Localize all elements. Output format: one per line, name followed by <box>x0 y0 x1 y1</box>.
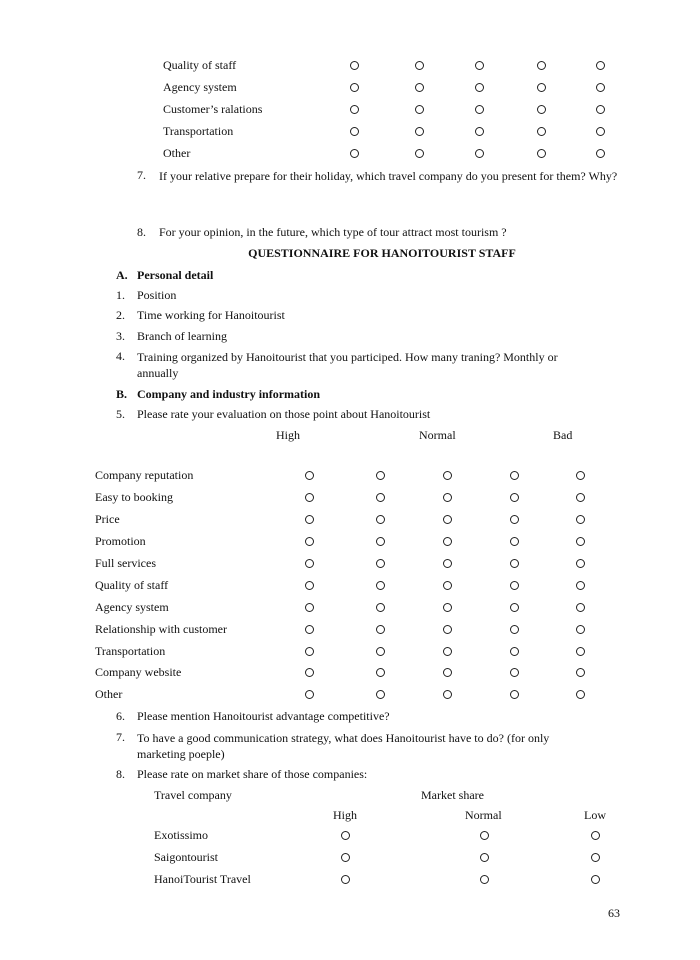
section-letter: B. <box>116 387 128 401</box>
radio-option[interactable] <box>341 853 350 862</box>
rating-row-label: Transportation <box>95 644 166 658</box>
radio-option[interactable] <box>596 83 605 92</box>
question-text: To have a good communication strategy, what does Hanoitourist have to do? (for only marketing poeple) <box>137 731 550 761</box>
radio-option[interactable] <box>350 61 359 70</box>
radio-option[interactable] <box>475 105 484 114</box>
question-text: If your relative prepare for their holiday, which travel company do you present for them? Why? <box>159 169 618 183</box>
rating-row-label: Full services <box>95 556 156 570</box>
radio-option[interactable] <box>443 515 452 524</box>
page-number: 63 <box>608 906 620 920</box>
radio-option[interactable] <box>510 647 519 656</box>
radio-option[interactable] <box>341 831 350 840</box>
radio-option[interactable] <box>510 581 519 590</box>
radio-option[interactable] <box>305 515 314 524</box>
top-row-label: Agency system <box>163 80 237 94</box>
radio-option[interactable] <box>596 61 605 70</box>
rating-header-normal: Normal <box>419 428 456 442</box>
top-row-label: Quality of staff <box>163 58 237 72</box>
radio-option[interactable] <box>415 127 424 136</box>
radio-option[interactable] <box>305 559 314 568</box>
radio-option[interactable] <box>415 149 424 158</box>
radio-option[interactable] <box>576 581 585 590</box>
radio-option[interactable] <box>443 668 452 677</box>
radio-option[interactable] <box>443 625 452 634</box>
item-text: Time working for Hanoitourist <box>137 308 285 322</box>
company-row-label: Exotissimo <box>154 828 209 842</box>
section-letter: A. <box>116 268 128 282</box>
radio-option[interactable] <box>350 127 359 136</box>
radio-option[interactable] <box>305 625 314 634</box>
radio-option[interactable] <box>510 515 519 524</box>
column-header-normal: Normal <box>465 808 502 822</box>
radio-option[interactable] <box>443 537 452 546</box>
rating-row-label: Easy to booking <box>95 490 173 504</box>
radio-option[interactable] <box>376 581 385 590</box>
question-text: Please rate on market share of those companies: <box>137 767 368 781</box>
questionnaire-title: QUESTIONNAIRE FOR HANOITOURIST STAFF <box>248 246 516 260</box>
radio-option[interactable] <box>480 853 489 862</box>
rating-row-label: Quality of staff <box>95 578 169 592</box>
radio-option[interactable] <box>510 559 519 568</box>
radio-option[interactable] <box>510 493 519 502</box>
radio-option[interactable] <box>443 690 452 699</box>
radio-option[interactable] <box>576 559 585 568</box>
radio-option[interactable] <box>537 105 546 114</box>
question-number: 5. <box>116 407 125 421</box>
radio-option[interactable] <box>576 471 585 480</box>
radio-option[interactable] <box>596 149 605 158</box>
radio-option[interactable] <box>350 83 359 92</box>
rating-row-label: Relationship with customer <box>95 622 227 636</box>
radio-option[interactable] <box>305 603 314 612</box>
radio-option[interactable] <box>576 603 585 612</box>
rating-row-label: Agency system <box>95 600 169 614</box>
radio-option[interactable] <box>475 149 484 158</box>
radio-option[interactable] <box>305 493 314 502</box>
radio-option[interactable] <box>576 668 585 677</box>
radio-option[interactable] <box>376 493 385 502</box>
item-number: 2. <box>116 308 125 322</box>
top-row-label: Other <box>163 146 191 160</box>
radio-option[interactable] <box>376 537 385 546</box>
radio-option[interactable] <box>510 537 519 546</box>
radio-option[interactable] <box>305 581 314 590</box>
radio-option[interactable] <box>376 668 385 677</box>
company-row-label: HanoiTourist Travel <box>154 872 251 886</box>
radio-option[interactable] <box>537 149 546 158</box>
radio-option[interactable] <box>305 668 314 677</box>
column-header-high: High <box>333 808 357 822</box>
radio-option[interactable] <box>376 690 385 699</box>
radio-option[interactable] <box>475 83 484 92</box>
radio-option[interactable] <box>576 647 585 656</box>
radio-option[interactable] <box>350 149 359 158</box>
rating-row-label: Price <box>95 512 120 526</box>
radio-option[interactable] <box>591 875 600 884</box>
radio-option[interactable] <box>510 668 519 677</box>
radio-option[interactable] <box>376 603 385 612</box>
radio-option[interactable] <box>510 603 519 612</box>
column-header-company: Travel company <box>154 788 232 802</box>
company-row-label: Saigontourist <box>154 850 219 864</box>
item-number: 3. <box>116 329 125 343</box>
item-text: Position <box>137 288 177 302</box>
question-text: Please mention Hanoitourist advantage competitive? <box>137 709 390 723</box>
top-row-label: Customer’s ralations <box>163 102 263 116</box>
radio-option[interactable] <box>376 471 385 480</box>
radio-option[interactable] <box>576 690 585 699</box>
column-header-low: Low <box>584 808 606 822</box>
radio-option[interactable] <box>475 61 484 70</box>
radio-option[interactable] <box>475 127 484 136</box>
rating-row-label: Other <box>95 687 123 701</box>
section-title: Company and industry information <box>137 387 321 401</box>
radio-option[interactable] <box>415 83 424 92</box>
radio-option[interactable] <box>596 105 605 114</box>
radio-option[interactable] <box>305 537 314 546</box>
item-text: Branch of learning <box>137 329 227 343</box>
question-number: 6. <box>116 709 125 723</box>
radio-option[interactable] <box>443 603 452 612</box>
rating-header-bad: Bad <box>553 428 573 442</box>
section-title: Personal detail <box>137 268 214 282</box>
question-number: 8. <box>116 767 125 781</box>
radio-option[interactable] <box>576 625 585 634</box>
radio-option[interactable] <box>443 493 452 502</box>
radio-option[interactable] <box>376 515 385 524</box>
rating-row-label: Company reputation <box>95 468 194 482</box>
radio-option[interactable] <box>443 471 452 480</box>
radio-option[interactable] <box>350 105 359 114</box>
radio-option[interactable] <box>537 127 546 136</box>
radio-option[interactable] <box>596 127 605 136</box>
rating-row-label: Company website <box>95 665 182 679</box>
question-text: Please rate your evaluation on those point about Hanoitourist <box>137 407 431 421</box>
item-number: 4. <box>116 349 125 363</box>
item-number: 1. <box>116 288 125 302</box>
radio-option[interactable] <box>376 647 385 656</box>
radio-option[interactable] <box>443 647 452 656</box>
radio-option[interactable] <box>576 515 585 524</box>
question-text: For your opinion, in the future, which type of tour attract most tourism ? <box>159 225 507 239</box>
radio-option[interactable] <box>305 690 314 699</box>
radio-option[interactable] <box>510 471 519 480</box>
radio-option[interactable] <box>480 875 489 884</box>
rating-header-high: High <box>276 428 300 442</box>
radio-option[interactable] <box>305 647 314 656</box>
radio-option[interactable] <box>591 853 600 862</box>
radio-option[interactable] <box>376 559 385 568</box>
radio-option[interactable] <box>415 61 424 70</box>
radio-option[interactable] <box>510 625 519 634</box>
question-number: 7. <box>116 730 125 744</box>
radio-option[interactable] <box>415 105 424 114</box>
question-number: 8. <box>137 225 146 239</box>
radio-option[interactable] <box>591 831 600 840</box>
radio-option[interactable] <box>341 875 350 884</box>
radio-option[interactable] <box>443 581 452 590</box>
question-number: 7. <box>137 168 146 182</box>
radio-option[interactable] <box>305 471 314 480</box>
radio-option[interactable] <box>443 559 452 568</box>
rating-row-label: Promotion <box>95 534 146 548</box>
radio-option[interactable] <box>576 537 585 546</box>
column-header-market-share: Market share <box>421 788 484 802</box>
radio-option[interactable] <box>537 83 546 92</box>
radio-option[interactable] <box>376 625 385 634</box>
item-text: Training organized by Hanoitourist that you participed. How many traning? Monthly or annually <box>137 350 558 380</box>
top-row-label: Transportation <box>163 124 234 138</box>
radio-option[interactable] <box>537 61 546 70</box>
radio-option[interactable] <box>480 831 489 840</box>
radio-option[interactable] <box>576 493 585 502</box>
radio-option[interactable] <box>510 690 519 699</box>
